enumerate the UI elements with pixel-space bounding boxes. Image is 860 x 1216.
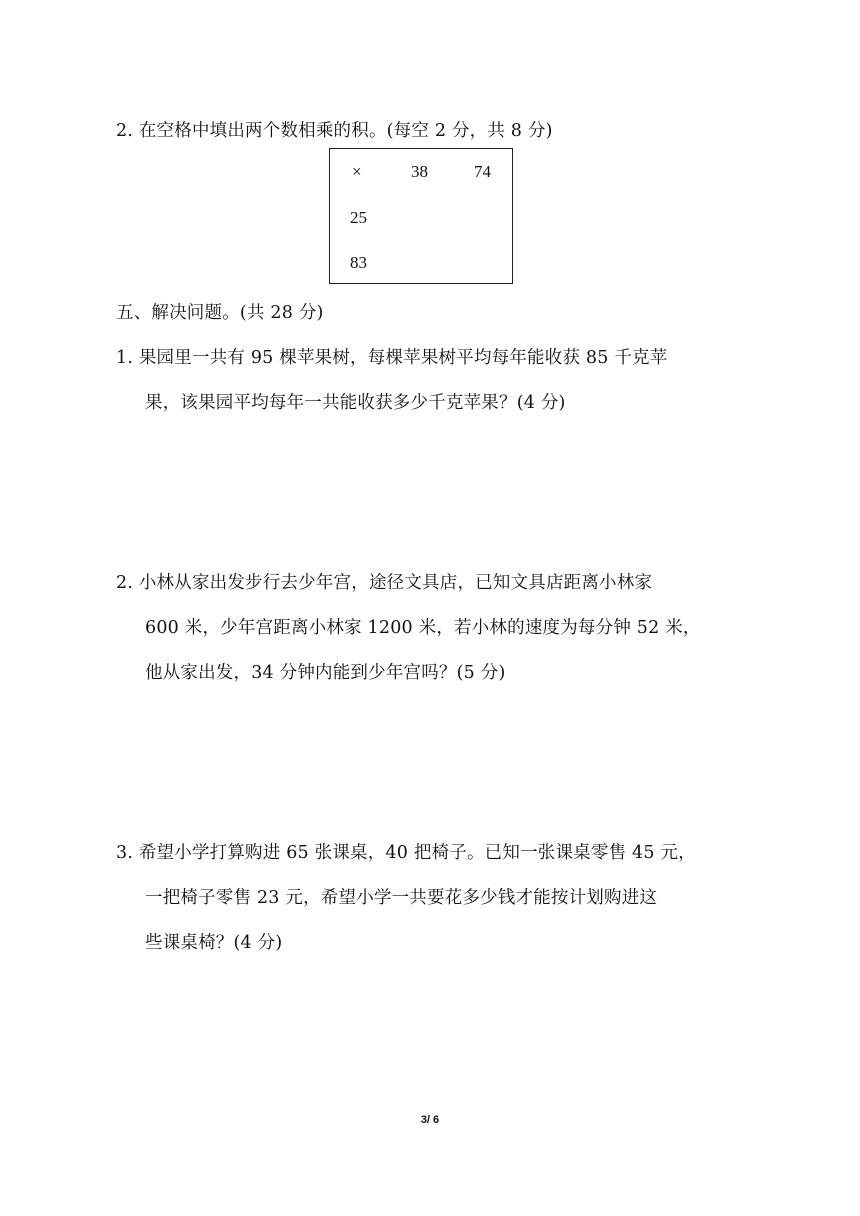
problem-2-line-2: 600 米，少年宫距离小林家 1200 米，若小林的速度为每分钟 52 米， bbox=[145, 618, 701, 638]
table-row-header: 83 bbox=[350, 253, 367, 272]
table-col-header: 74 bbox=[474, 162, 491, 181]
multiplication-table bbox=[329, 148, 513, 284]
problem-2-line-1: 2. 小林从家出发步行去少年宫，途径文具店，已知文具店距离小林家 bbox=[116, 573, 653, 593]
answer-blank[interactable] bbox=[470, 250, 510, 274]
problem-2-line-3: 他从家出发，34 分钟内能到少年宫吗？(5 分) bbox=[145, 663, 506, 683]
problem-3-line-1: 3. 希望小学打算购进 65 张课桌，40 把椅子。已知一张课桌零售 45 元， bbox=[116, 843, 696, 863]
answer-blank[interactable] bbox=[408, 250, 448, 274]
page-number: 3/ 6 bbox=[420, 1114, 440, 1126]
problem-3-line-2: 一把椅子零售 23 元，希望小学一共要花多少钱才能按计划购进这 bbox=[145, 888, 658, 908]
answer-blank[interactable] bbox=[408, 205, 448, 229]
problem-1-line-2: 果，该果园平均每年一共能收获多少千克苹果？(4 分) bbox=[145, 393, 566, 413]
problem-1-line-1: 1. 果园里一共有 95 棵苹果树，每棵苹果树平均每年能收获 85 千克苹 bbox=[116, 348, 668, 368]
multiply-sign: × bbox=[352, 162, 362, 181]
question-2-text: 2. 在空格中填出两个数相乘的积。(每空 2 分，共 8 分) bbox=[116, 121, 553, 141]
table-col-header: 38 bbox=[411, 162, 428, 181]
answer-blank[interactable] bbox=[470, 205, 510, 229]
table-row-header: 25 bbox=[350, 208, 367, 227]
problem-3-line-3: 些课桌椅？(4 分) bbox=[145, 933, 283, 953]
section-5-title: 五、解决问题。(共 28 分) bbox=[116, 303, 324, 323]
